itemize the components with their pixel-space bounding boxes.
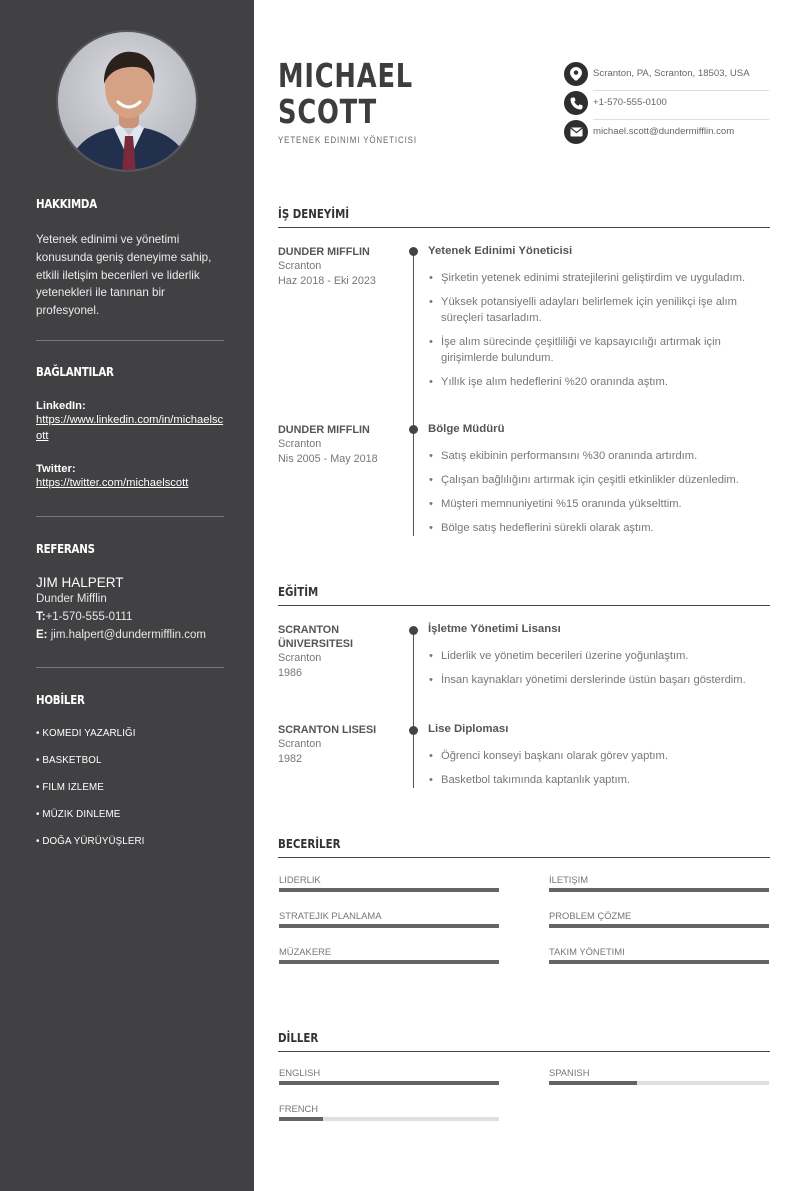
skill-label: İLETIŞIM: [549, 874, 589, 885]
education-org: [278, 723, 398, 766]
timeline-dot: [409, 726, 418, 735]
linkedin-link[interactable]: https://www.linkedin.com/in/michaelscott: [36, 414, 224, 442]
email-text: michael.scott@dundermifflin.com: [593, 126, 735, 137]
role-bullets: [428, 448, 770, 544]
skill-bar: [549, 946, 769, 964]
language-label: FRENCH: [279, 1103, 319, 1114]
linkedin-label: LinkedIn:: [36, 400, 86, 412]
skill-track: [279, 960, 499, 964]
reference-email-row: [36, 626, 224, 644]
degree-title: Lise Diploması: [428, 723, 509, 735]
experience-org: [278, 245, 398, 288]
org-location: Scranton: [278, 260, 322, 272]
org-name: SCRANTON ÜNIVERSITESI: [278, 624, 353, 650]
skill-bar: [279, 874, 499, 892]
reference-phone-label: T:: [36, 611, 46, 623]
skill-label: STRATEJIK PLANLAMA: [279, 910, 382, 921]
reference-name: JIM HALPERT: [36, 575, 124, 590]
skill-fill: [279, 960, 499, 964]
hobby-item: • BASKETBOL: [36, 755, 102, 766]
bullet-item: • Bölge satış hedeflerini sürekli olarak aştım.: [428, 520, 770, 536]
skill-label: TAKIM YÖNETIMI: [549, 946, 625, 957]
hobby-item: • DOĞA YÜRÜYÜŞLERI: [36, 836, 145, 847]
role-title: Bölge Müdürü: [428, 423, 505, 435]
sidebar: [0, 0, 254, 1191]
bullet-item: • Müşteri memnuniyetini %15 oranında yükselttim.: [428, 496, 770, 512]
about-section: [36, 196, 224, 211]
education-timeline: [413, 630, 414, 788]
org-dates: Nis 2005 - May 2018: [278, 452, 378, 465]
skill-track: [549, 888, 769, 892]
reference-phone-row: [36, 608, 224, 626]
role-title: Yetenek Edinimi Yöneticisi: [428, 245, 573, 257]
skill-bar: [279, 910, 499, 928]
degree-bullets: [428, 648, 770, 696]
org-location: Scranton: [278, 652, 322, 664]
bullet-item: • Basketbol takımında kaptanlık yaptım.: [428, 772, 770, 788]
hobbies-heading: HOBİLER: [36, 692, 85, 707]
skill-track: [279, 924, 499, 928]
sidebar-divider: [36, 340, 224, 341]
experience-heading: [278, 206, 770, 228]
hobby-item: • MÜZIK DINLEME: [36, 809, 121, 820]
hobbies-section: [36, 692, 224, 707]
reference-email: jim.halpert@dundermifflin.com: [50, 629, 206, 641]
skill-fill: [549, 888, 769, 892]
skill-track: [549, 960, 769, 964]
role-bullets: [428, 270, 770, 398]
profile-photo: [56, 30, 198, 172]
contact-address: [564, 62, 769, 91]
sidebar-divider: [36, 516, 224, 517]
degree-bullets: [428, 748, 770, 796]
bullet-item: • Çalışan bağlılığını artırmak için çeşitli etkinlikler düzenledim.: [428, 472, 770, 488]
timeline-dot: [409, 425, 418, 434]
twitter-link-block: [36, 463, 224, 491]
timeline-dot: [409, 626, 418, 635]
language-bar: [279, 1067, 499, 1085]
degree-title: İşletme Yönetimi Lisansı: [428, 623, 561, 635]
language-bar: [549, 1067, 769, 1085]
address-text: Scranton, PA, Scranton, 18503, USA: [593, 68, 750, 79]
skills-heading-text: BECERİLER: [278, 836, 341, 851]
language-bar: [279, 1103, 499, 1121]
education-heading-text: EĞİTİM: [278, 584, 319, 599]
skill-bar: [549, 874, 769, 892]
name-line-last: SCOTT: [278, 92, 377, 131]
skill-label: MÜZAKERE: [279, 946, 332, 957]
hobby-item: • FILM IZLEME: [36, 782, 104, 793]
skill-label: PROBLEM ÇÖZME: [549, 910, 632, 921]
skill-track: [549, 924, 769, 928]
language-track: [279, 1117, 499, 1121]
job-title: YETENEK EDINIMI YÖNETICISI: [278, 135, 417, 145]
sidebar-divider: [36, 667, 224, 668]
bullet-item: • Öğrenci konseyi başkanı olarak görev yaptım.: [428, 748, 770, 764]
languages-heading-text: DİLLER: [278, 1030, 319, 1045]
language-fill: [279, 1081, 499, 1085]
org-name: SCRANTON LISESI: [278, 724, 377, 736]
twitter-label: Twitter:: [36, 463, 76, 475]
phone-icon: [564, 91, 588, 115]
bullet-item: • Yüksek potansiyelli adayları belirlemek için yenilikçi işe alım süreçleri tasarladım.: [428, 294, 770, 326]
links-section: [36, 364, 224, 379]
timeline-dot: [409, 247, 418, 256]
bullet-item: • Şirketin yetenek edinimi stratejilerini geliştirdim ve uyguladım.: [428, 270, 770, 286]
skill-fill: [279, 888, 499, 892]
bullet-item: • Satış ekibinin performansını %30 oranında artırdım.: [428, 448, 770, 464]
reference-section: [36, 541, 224, 556]
skill-fill: [279, 924, 499, 928]
skills-heading: [278, 836, 770, 858]
bullet-item: • Liderlik ve yönetim becerileri üzerine yoğunlaştım.: [428, 648, 770, 664]
language-fill: [279, 1117, 323, 1121]
about-heading: HAKKIMDA: [36, 196, 97, 211]
phone-text: +1-570-555-0100: [593, 97, 667, 108]
skill-fill: [549, 924, 769, 928]
org-dates: Haz 2018 - Eki 2023: [278, 274, 376, 287]
org-dates: 1986: [278, 666, 303, 679]
org-name: DUNDER MIFFLIN: [278, 246, 370, 258]
linkedin-link-block: [36, 400, 224, 444]
hobbies-list: [36, 728, 224, 863]
contact-email: [564, 120, 769, 149]
language-track: [549, 1081, 769, 1085]
language-label: SPANISH: [549, 1067, 590, 1078]
links-heading: BAĞLANTILAR: [36, 364, 114, 379]
language-label: ENGLISH: [279, 1067, 321, 1078]
language-track: [279, 1081, 499, 1085]
skill-bar: [279, 946, 499, 964]
language-fill: [549, 1081, 637, 1085]
envelope-icon: [564, 120, 588, 144]
about-text: Yetenek edinimi ve yönetimi konusunda geniş deneyime sahip, etkili iletişim becerileri ve liderlik yetenekleri ile tanınan bir profesyonel.: [36, 233, 212, 318]
bullet-item: • Yıllık işe alım hedeflerini %20 oranında aştım.: [428, 374, 770, 390]
reference-phone: +1-570-555-0111: [45, 611, 133, 623]
bullet-item: • İnsan kaynakları yönetimi derslerinde üstün başarı gösterdim.: [428, 672, 770, 688]
bullet-item: • İşe alım sürecinde çeşitliliği ve kapsayıcılığı artırmak için girişimlerde bulundum.: [428, 334, 770, 366]
skill-bar: [549, 910, 769, 928]
skill-label: LIDERLIK: [279, 874, 321, 885]
hobby-item: • KOMEDI YAZARLIĞI: [36, 728, 136, 739]
name-line-first: MICHAEL: [278, 56, 414, 95]
reference-email-label: E:: [36, 629, 48, 641]
reference-heading: REFERANS: [36, 541, 95, 556]
skill-track: [279, 888, 499, 892]
experience-heading-text: İŞ DENEYİMİ: [278, 206, 350, 221]
contact-phone: [564, 91, 769, 120]
education-heading: [278, 584, 770, 606]
person-name: [278, 58, 413, 130]
reference-details: [36, 575, 224, 644]
org-name: DUNDER MIFFLIN: [278, 424, 370, 436]
org-dates: 1982: [278, 752, 303, 765]
reference-company: Dunder Mifflin: [36, 593, 107, 605]
experience-timeline: [413, 251, 414, 536]
twitter-link[interactable]: https://twitter.com/michaelscott: [36, 477, 189, 489]
portrait-illustration: [58, 32, 198, 172]
location-pin-icon: [564, 62, 588, 86]
skill-fill: [549, 960, 769, 964]
education-org: [278, 623, 398, 680]
languages-heading: [278, 1030, 770, 1052]
org-location: Scranton: [278, 438, 322, 450]
experience-org: [278, 423, 398, 466]
org-location: Scranton: [278, 738, 322, 750]
